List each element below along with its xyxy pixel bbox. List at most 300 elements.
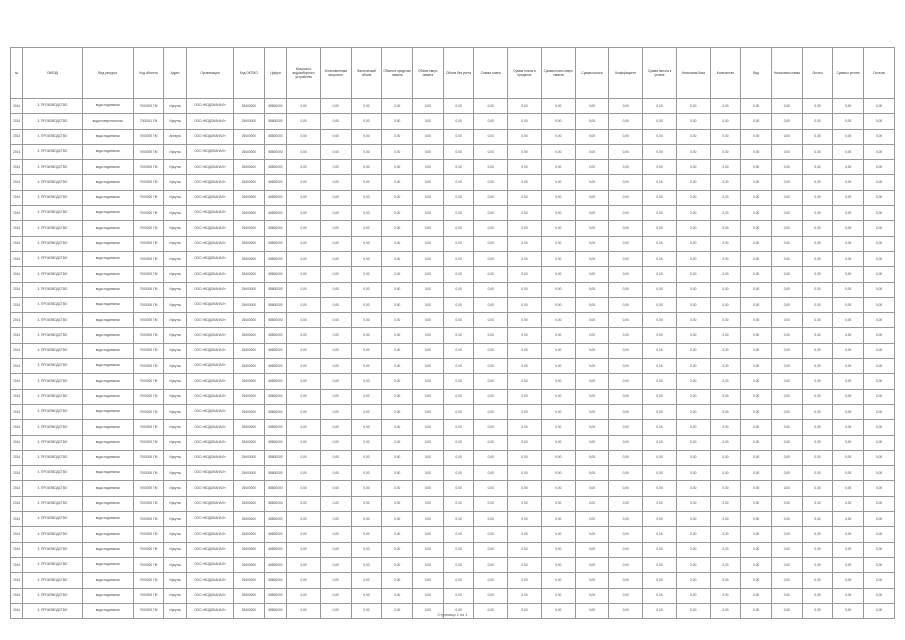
- table-cell: Иркутск: [164, 99, 187, 114]
- table-cell: 0,00: [710, 343, 741, 358]
- table-cell: 0,00: [474, 175, 508, 190]
- table-cell: 7000000 ГМ: [133, 313, 164, 328]
- table-cell: 0,00: [474, 359, 508, 374]
- table-cell: 0,00: [474, 496, 508, 511]
- table-cell: 0,00: [710, 129, 741, 144]
- table-cell: вода подземная: [82, 527, 133, 542]
- table-cell: 0,00: [609, 267, 643, 282]
- table-cell: 0,00: [643, 160, 677, 175]
- table-cell: 0,00: [741, 359, 772, 374]
- table-cell: 58800000: [264, 99, 287, 114]
- table-cell: 0,00: [864, 420, 895, 435]
- table-cell: Иркутск: [164, 144, 187, 159]
- table-cell: 0,00: [864, 557, 895, 572]
- table-cell: 0,00: [676, 175, 710, 190]
- table-cell: 0,00: [575, 343, 609, 358]
- table-cell: 0,00: [864, 160, 895, 175]
- table-row: [11, 435, 895, 450]
- table-cell: Иркутск: [164, 404, 187, 419]
- table-cell: 0,00: [474, 144, 508, 159]
- table-cell: 25400000: [234, 404, 265, 419]
- table-cell: 0,00: [575, 313, 609, 328]
- table-cell: 0,00: [287, 313, 321, 328]
- table-cell: 0,00: [864, 114, 895, 129]
- table-cell: 0,00: [643, 603, 677, 618]
- table-cell: 0,00: [287, 175, 321, 190]
- table-cell: 2014: [11, 114, 23, 129]
- table-cell: 0,00: [741, 542, 772, 557]
- table-cell: 0,00: [741, 313, 772, 328]
- table-cell: 0,00: [320, 603, 351, 618]
- table-cell: 0,00: [575, 481, 609, 496]
- table-cell: 0,00: [443, 251, 474, 266]
- table-cell: вода подземная: [82, 206, 133, 221]
- table-cell: 0,00: [864, 282, 895, 297]
- table-cell: 0,00: [320, 251, 351, 266]
- table-row: [11, 450, 895, 465]
- table-cell: 0,00: [643, 512, 677, 527]
- table-cell: 0,00: [508, 588, 542, 603]
- table-cell: вода подземная: [82, 496, 133, 511]
- table-cell: 0,00: [351, 221, 382, 236]
- table-cell: 0,00: [833, 527, 864, 542]
- table-cell: вода подземная: [82, 313, 133, 328]
- table-cell: 0,00: [320, 343, 351, 358]
- table-cell: 0,00: [443, 542, 474, 557]
- table-cell: 0,00: [413, 206, 444, 221]
- table-cell: 0,00: [643, 588, 677, 603]
- table-cell: 0,00: [351, 267, 382, 282]
- table-cell: 0,00: [643, 466, 677, 481]
- table-cell: 0,00: [772, 99, 803, 114]
- table-cell: ООО «ВОДОКАНАЛ»: [186, 221, 233, 236]
- table-cell: 0,00: [287, 512, 321, 527]
- table-row: [11, 481, 895, 496]
- table-cell: 3. ПРОИЗВОДСТВО: [23, 328, 82, 343]
- table-cell: 0,00: [443, 282, 474, 297]
- table-cell: 0,00: [802, 267, 833, 282]
- table-cell: 0,00: [382, 206, 413, 221]
- table-cell: 58800000: [264, 221, 287, 236]
- table-cell: 0,00: [320, 313, 351, 328]
- table-cell: 0,00: [864, 297, 895, 312]
- table-cell: 0,00: [864, 603, 895, 618]
- table-cell: 0,00: [676, 450, 710, 465]
- table-cell: 0,00: [382, 267, 413, 282]
- table-cell: 7000000 ГМ: [133, 542, 164, 557]
- table-cell: 0,00: [643, 557, 677, 572]
- table-cell: 0,00: [575, 588, 609, 603]
- table-cell: 0,00: [287, 603, 321, 618]
- table-cell: 0,00: [643, 251, 677, 266]
- table-cell: вода подземная: [82, 542, 133, 557]
- table-cell: 0,00: [443, 557, 474, 572]
- table-cell: 0,00: [609, 481, 643, 496]
- table-cell: 0,00: [508, 160, 542, 175]
- table-cell: 0,00: [833, 251, 864, 266]
- table-cell: вода подземная: [82, 512, 133, 527]
- table-cell: 0,00: [643, 313, 677, 328]
- table-cell: 0,00: [833, 343, 864, 358]
- table-cell: 0,00: [575, 129, 609, 144]
- table-cell: 0,00: [474, 297, 508, 312]
- table-cell: 7000000 ГМ: [133, 603, 164, 618]
- table-cell: 0,00: [287, 557, 321, 572]
- table-cell: 0,00: [382, 374, 413, 389]
- table-cell: 58800000: [264, 573, 287, 588]
- table-cell: 0,00: [741, 114, 772, 129]
- table-cell: 0,00: [609, 435, 643, 450]
- table-cell: 3. ПРОИЗВОДСТВО: [23, 160, 82, 175]
- table-cell: 0,00: [382, 557, 413, 572]
- table-cell: вода подземная: [82, 420, 133, 435]
- table-cell: 0,00: [802, 114, 833, 129]
- table-cell: 0,00: [676, 129, 710, 144]
- table-cell: 0,00: [508, 175, 542, 190]
- column-header: Организация: [186, 48, 233, 99]
- table-cell: 0,00: [802, 512, 833, 527]
- table-cell: 0,00: [833, 175, 864, 190]
- table-cell: 0,00: [508, 450, 542, 465]
- table-cell: 0,00: [508, 221, 542, 236]
- table-cell: Иркутск: [164, 557, 187, 572]
- table-cell: 0,00: [772, 404, 803, 419]
- table-cell: 0,00: [541, 175, 575, 190]
- table-cell: 0,00: [382, 251, 413, 266]
- table-cell: 0,00: [541, 573, 575, 588]
- column-header: Вид ресурса: [82, 48, 133, 99]
- table-cell: 25400000: [234, 588, 265, 603]
- table-cell: вода подземная: [82, 359, 133, 374]
- table-cell: 0,00: [287, 359, 321, 374]
- table-cell: 0,00: [287, 420, 321, 435]
- table-cell: 0,00: [710, 527, 741, 542]
- table-cell: 7000000 ГМ: [133, 190, 164, 205]
- table-cell: Иркутск: [164, 420, 187, 435]
- table-row: [11, 144, 895, 159]
- table-cell: 0,00: [643, 420, 677, 435]
- table-cell: 0,00: [609, 236, 643, 251]
- table-cell: ООО «ВОДОКАНАЛ»: [186, 313, 233, 328]
- table-cell: 0,00: [864, 404, 895, 419]
- table-cell: 3. ПРОИЗВОДСТВО: [23, 144, 82, 159]
- table-cell: Иркутск: [164, 160, 187, 175]
- table-cell: 0,00: [802, 206, 833, 221]
- table-cell: 0,00: [741, 297, 772, 312]
- table-cell: вода подземная: [82, 603, 133, 618]
- column-header: Код ОКТМО: [234, 48, 265, 99]
- table-cell: 0,00: [541, 450, 575, 465]
- table-cell: 0,00: [287, 190, 321, 205]
- table-cell: вода подземная: [82, 267, 133, 282]
- column-header: Код объекта: [133, 48, 164, 99]
- table-cell: 0,00: [541, 527, 575, 542]
- table-cell: 0,00: [802, 328, 833, 343]
- table-cell: 3. ПРОИЗВОДСТВО: [23, 313, 82, 328]
- table-cell: 0,00: [443, 328, 474, 343]
- table-cell: 0,00: [443, 420, 474, 435]
- table-cell: 0,00: [772, 527, 803, 542]
- table-cell: 0,00: [802, 420, 833, 435]
- table-cell: 58800000: [264, 588, 287, 603]
- table-cell: 0,00: [575, 251, 609, 266]
- table-cell: ООО «ВОДОКАНАЛ»: [186, 496, 233, 511]
- table-cell: 0,00: [676, 114, 710, 129]
- table-cell: 0,00: [833, 328, 864, 343]
- table-cell: 0,00: [443, 404, 474, 419]
- table-cell: 0,00: [287, 573, 321, 588]
- table-cell: 0,00: [864, 129, 895, 144]
- table-cell: 0,00: [351, 450, 382, 465]
- table-cell: 0,00: [643, 99, 677, 114]
- table-row: [11, 282, 895, 297]
- table-cell: 0,00: [609, 251, 643, 266]
- table-cell: 25400000: [234, 190, 265, 205]
- table-cell: 0,00: [508, 282, 542, 297]
- table-cell: 0,00: [541, 297, 575, 312]
- table-row: [11, 389, 895, 404]
- table-cell: 0,00: [351, 435, 382, 450]
- table-cell: 3. ПРОИЗВОДСТВО: [23, 190, 82, 205]
- table-cell: 0,00: [643, 175, 677, 190]
- table-cell: 0,00: [741, 99, 772, 114]
- table-cell: 0,00: [643, 450, 677, 465]
- table-cell: 0,00: [382, 160, 413, 175]
- table-cell: 0,00: [541, 542, 575, 557]
- table-cell: 0,00: [609, 573, 643, 588]
- table-cell: 0,00: [833, 435, 864, 450]
- column-header: Ставка платы: [474, 48, 508, 99]
- table-cell: 0,00: [382, 389, 413, 404]
- table-cell: 0,00: [382, 588, 413, 603]
- table-cell: 0,00: [541, 512, 575, 527]
- table-cell: 0,00: [575, 236, 609, 251]
- table-cell: 0,00: [541, 343, 575, 358]
- table-cell: 0,00: [320, 175, 351, 190]
- table-cell: 0,00: [833, 99, 864, 114]
- column-header: №: [11, 48, 23, 99]
- table-cell: 0,00: [443, 573, 474, 588]
- table-cell: 0,00: [741, 175, 772, 190]
- table-cell: 0,00: [287, 343, 321, 358]
- column-header: Вид: [741, 48, 772, 99]
- table-cell: 0,00: [676, 267, 710, 282]
- table-cell: 0,00: [351, 420, 382, 435]
- table-cell: 0,00: [575, 282, 609, 297]
- table-cell: 58800000: [264, 175, 287, 190]
- table-cell: 0,00: [382, 404, 413, 419]
- table-cell: 0,00: [741, 420, 772, 435]
- table-cell: 0,00: [802, 542, 833, 557]
- table-cell: 0,00: [443, 512, 474, 527]
- table-cell: 0,00: [609, 557, 643, 572]
- table-cell: 0,00: [287, 144, 321, 159]
- table-cell: ООО «ВОДОКАНАЛ»: [186, 297, 233, 312]
- table-cell: 2014: [11, 221, 23, 236]
- table-cell: 2014: [11, 542, 23, 557]
- table-cell: 0,00: [575, 328, 609, 343]
- table-cell: 0,00: [508, 359, 542, 374]
- table-row: [11, 512, 895, 527]
- table-cell: ООО «ВОДОКАНАЛ»: [186, 573, 233, 588]
- table-cell: Иркутск: [164, 190, 187, 205]
- table-cell: 0,00: [443, 481, 474, 496]
- table-cell: 0,00: [710, 282, 741, 297]
- table-cell: 0,00: [710, 573, 741, 588]
- table-cell: Иркутск: [164, 435, 187, 450]
- table-cell: 0,00: [287, 542, 321, 557]
- table-cell: 0,00: [833, 542, 864, 557]
- table-cell: ООО «ВОДОКАНАЛ»: [186, 114, 233, 129]
- table-cell: 0,00: [609, 99, 643, 114]
- table-cell: 2014: [11, 328, 23, 343]
- table-cell: 0,00: [710, 313, 741, 328]
- table-cell: 0,00: [864, 542, 895, 557]
- column-header: Объем в пределах лимита: [382, 48, 413, 99]
- table-cell: 0,00: [443, 114, 474, 129]
- table-cell: 0,00: [710, 267, 741, 282]
- column-header: Налоговая база: [676, 48, 710, 99]
- table-cell: ООО «ВОДОКАНАЛ»: [186, 99, 233, 114]
- table-cell: 0,00: [643, 573, 677, 588]
- table-cell: Иркутск: [164, 267, 187, 282]
- table-cell: 0,00: [609, 359, 643, 374]
- table-cell: 0,00: [508, 144, 542, 159]
- table-cell: ООО «ВОДОКАНАЛ»: [186, 404, 233, 419]
- table-cell: Иркутск: [164, 221, 187, 236]
- table-cell: 0,00: [474, 282, 508, 297]
- table-cell: 0,00: [833, 466, 864, 481]
- table-cell: 0,00: [833, 129, 864, 144]
- table-cell: 0,00: [575, 603, 609, 618]
- table-cell: 0,00: [320, 512, 351, 527]
- table-cell: 25400000: [234, 481, 265, 496]
- table-cell: 0,00: [541, 359, 575, 374]
- table-cell: ООО «ВОДОКАНАЛ»: [186, 450, 233, 465]
- table-cell: 0,00: [643, 267, 677, 282]
- table-cell: 0,00: [741, 236, 772, 251]
- table-cell: 0,00: [802, 221, 833, 236]
- table-cell: 0,00: [541, 435, 575, 450]
- table-cell: 0,00: [864, 206, 895, 221]
- table-cell: 7000000 ГМ: [133, 175, 164, 190]
- table-cell: 58800000: [264, 466, 287, 481]
- table-cell: 0,00: [508, 99, 542, 114]
- table-cell: 0,00: [802, 251, 833, 266]
- table-cell: 0,00: [351, 144, 382, 159]
- table-cell: 0,00: [508, 527, 542, 542]
- table-row: [11, 328, 895, 343]
- table-cell: 0,00: [772, 420, 803, 435]
- table-cell: 0,00: [772, 466, 803, 481]
- table-cell: 0,00: [741, 144, 772, 159]
- table-cell: 0,00: [320, 236, 351, 251]
- table-cell: 0,00: [351, 573, 382, 588]
- table-cell: 0,00: [772, 557, 803, 572]
- table-cell: 0,00: [710, 175, 741, 190]
- table-cell: 0,00: [864, 343, 895, 358]
- table-cell: 3. ПРОИЗВОДСТВО: [23, 420, 82, 435]
- table-cell: 0,00: [413, 175, 444, 190]
- table-cell: 3. ПРОИЗВОДСТВО: [23, 404, 82, 419]
- table-cell: 0,00: [643, 527, 677, 542]
- table-cell: 0,00: [833, 267, 864, 282]
- table-cell: 0,00: [609, 129, 643, 144]
- table-cell: 0,00: [802, 190, 833, 205]
- table-cell: 3. ПРОИЗВОДСТВО: [23, 389, 82, 404]
- table-cell: 25400000: [234, 160, 265, 175]
- table-cell: 0,00: [508, 267, 542, 282]
- table-cell: 0,00: [609, 466, 643, 481]
- table-cell: 0,00: [541, 588, 575, 603]
- table-cell: 0,00: [287, 374, 321, 389]
- table-cell: 0,00: [413, 190, 444, 205]
- table-cell: 0,00: [351, 190, 382, 205]
- table-cell: 0,00: [320, 573, 351, 588]
- table-cell: 0,00: [351, 297, 382, 312]
- table-cell: Ангарск: [164, 129, 187, 144]
- table-cell: 0,00: [474, 512, 508, 527]
- column-header: Объем сверх лимита: [413, 48, 444, 99]
- table-cell: 0,00: [833, 374, 864, 389]
- table-cell: 0,00: [643, 190, 677, 205]
- table-cell: 0,00: [443, 603, 474, 618]
- table-cell: вода подземная: [82, 160, 133, 175]
- table-cell: 0,00: [382, 496, 413, 511]
- table-cell: 0,00: [351, 466, 382, 481]
- table-cell: 0,00: [676, 328, 710, 343]
- table-cell: 0,00: [643, 359, 677, 374]
- table-cell: вода подземная: [82, 144, 133, 159]
- table-cell: 0,00: [710, 328, 741, 343]
- table-row: [11, 114, 895, 129]
- table-cell: 0,00: [575, 114, 609, 129]
- table-cell: 0,00: [833, 297, 864, 312]
- column-header: Адрес: [164, 48, 187, 99]
- table-cell: 0,00: [382, 359, 413, 374]
- table-cell: 0,00: [741, 466, 772, 481]
- table-cell: 0,00: [864, 328, 895, 343]
- table-cell: 0,00: [443, 374, 474, 389]
- table-cell: 0,00: [382, 236, 413, 251]
- table-cell: ООО «ВОДОКАНАЛ»: [186, 251, 233, 266]
- table-cell: 0,00: [710, 99, 741, 114]
- column-header: Сумма налога к уплате: [643, 48, 677, 99]
- table-cell: вода подземная: [82, 328, 133, 343]
- table-cell: 0,00: [833, 557, 864, 572]
- table-cell: 3. ПРОИЗВОДСТВО: [23, 175, 82, 190]
- table-cell: 0,00: [833, 450, 864, 465]
- table-cell: 0,00: [287, 282, 321, 297]
- table-row: [11, 267, 895, 282]
- table-cell: 0,00: [382, 221, 413, 236]
- column-header: Сумма к уплате: [833, 48, 864, 99]
- table-cell: 58800000: [264, 496, 287, 511]
- table-cell: 0,00: [351, 404, 382, 419]
- table-cell: ООО «ВОДОКАНАЛ»: [186, 359, 233, 374]
- table-cell: 0,00: [802, 466, 833, 481]
- table-cell: 0,00: [413, 420, 444, 435]
- table-cell: вода подземная: [82, 573, 133, 588]
- table-cell: 0,00: [474, 389, 508, 404]
- table-cell: 0,00: [351, 557, 382, 572]
- table-cell: 0,00: [676, 160, 710, 175]
- table-cell: 0,00: [382, 466, 413, 481]
- table-cell: 0,00: [609, 282, 643, 297]
- table-cell: вода подземная: [82, 282, 133, 297]
- table-cell: ООО «ВОДОКАНАЛ»: [186, 542, 233, 557]
- table-cell: 0,00: [474, 190, 508, 205]
